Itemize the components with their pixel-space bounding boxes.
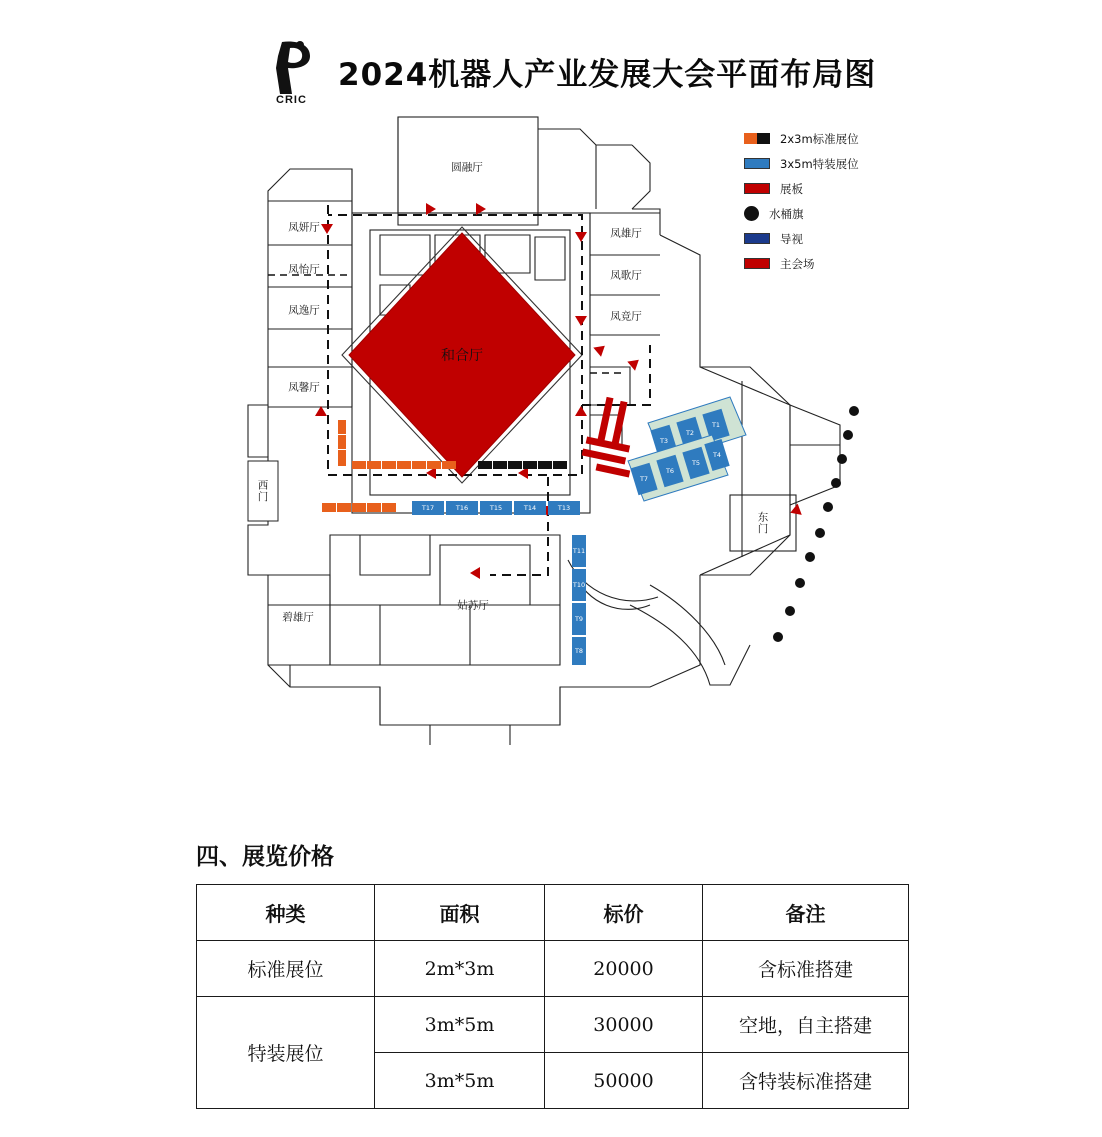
room-label-fengge: 凤歌厅 [610, 269, 642, 282]
column-header-note: 备注 [703, 885, 909, 941]
door-label-west: 西门 [256, 479, 269, 503]
cell-area: 3m*5m [375, 997, 545, 1053]
room-label-fengyi: 凤怡厅 [288, 263, 320, 276]
cell-area: 3m*5m [375, 1053, 545, 1109]
cell-note: 含特装标准搭建 [703, 1053, 909, 1109]
booth-number: T8 [574, 647, 584, 655]
booth-number: T2 [685, 429, 695, 437]
table-row [197, 941, 909, 997]
booth-number: T10 [572, 581, 586, 589]
legend-label: 水桶旗 [769, 206, 804, 221]
cric-logo [270, 38, 324, 104]
table-row [197, 997, 909, 1053]
cell-price: 20000 [545, 941, 703, 997]
price-section-heading: 四、展览价格 [196, 843, 334, 870]
cell-area: 2m*3m [375, 941, 545, 997]
booth-number: T4 [712, 451, 722, 459]
column-header-price: 标价 [545, 885, 703, 941]
booth-number: T13 [557, 504, 571, 512]
legend-label: 导视 [780, 231, 803, 246]
booth-number: T11 [572, 547, 586, 555]
room-label-fengxin: 凤馨厅 [288, 381, 320, 394]
booth-number: T5 [691, 459, 701, 467]
cell-note: 含标准搭建 [703, 941, 909, 997]
legend-label: 展板 [780, 181, 803, 196]
floor-plan [230, 105, 890, 745]
price-table [196, 884, 909, 1109]
legend-label: 2x3m标准展位 [780, 131, 859, 146]
room-label-gusu: 姑苏厅 [457, 599, 489, 612]
booth-number: T17 [421, 504, 435, 512]
page-header [270, 38, 876, 104]
booth-number: T15 [489, 504, 503, 512]
column-header-area: 面积 [375, 885, 545, 941]
room-label-bixiong: 碧雄厅 [282, 611, 314, 624]
cell-price: 30000 [545, 997, 703, 1053]
booth-number: T6 [665, 467, 675, 475]
door-label-east: 东门 [756, 511, 769, 535]
booth-number: T16 [455, 504, 469, 512]
legend-label: 主会场 [780, 256, 815, 271]
cell-note: 空地，自主搭建 [703, 997, 909, 1053]
cell-price: 50000 [545, 1053, 703, 1109]
cell-type: 特装展位 [197, 997, 375, 1109]
booth-number: T1 [711, 421, 721, 429]
booth-number: T14 [523, 504, 537, 512]
room-label-yuanrong: 圆融厅 [451, 161, 483, 174]
room-label-fengyiy: 凤逸厅 [288, 304, 320, 317]
room-label-fengxiong: 凤雄厅 [610, 227, 642, 240]
column-header-type: 种类 [197, 885, 375, 941]
booth-number: T9 [574, 615, 584, 623]
floor-plan-drawing [230, 105, 890, 745]
booth-number: T7 [639, 475, 649, 483]
logo-caption: CRIC [276, 94, 307, 106]
room-label-fengyan: 凤妍厅 [288, 221, 320, 234]
cell-type: 标准展位 [197, 941, 375, 997]
table-header-row [197, 885, 909, 941]
room-label-hehe-main-venue: 和合厅 [441, 348, 483, 364]
legend-label: 3x5m特装展位 [780, 156, 859, 171]
room-label-fengjing: 凤竞厅 [610, 310, 642, 323]
page-title: 2024机器人产业发展大会平面布局图 [338, 56, 877, 93]
booth-number: T3 [659, 437, 669, 445]
